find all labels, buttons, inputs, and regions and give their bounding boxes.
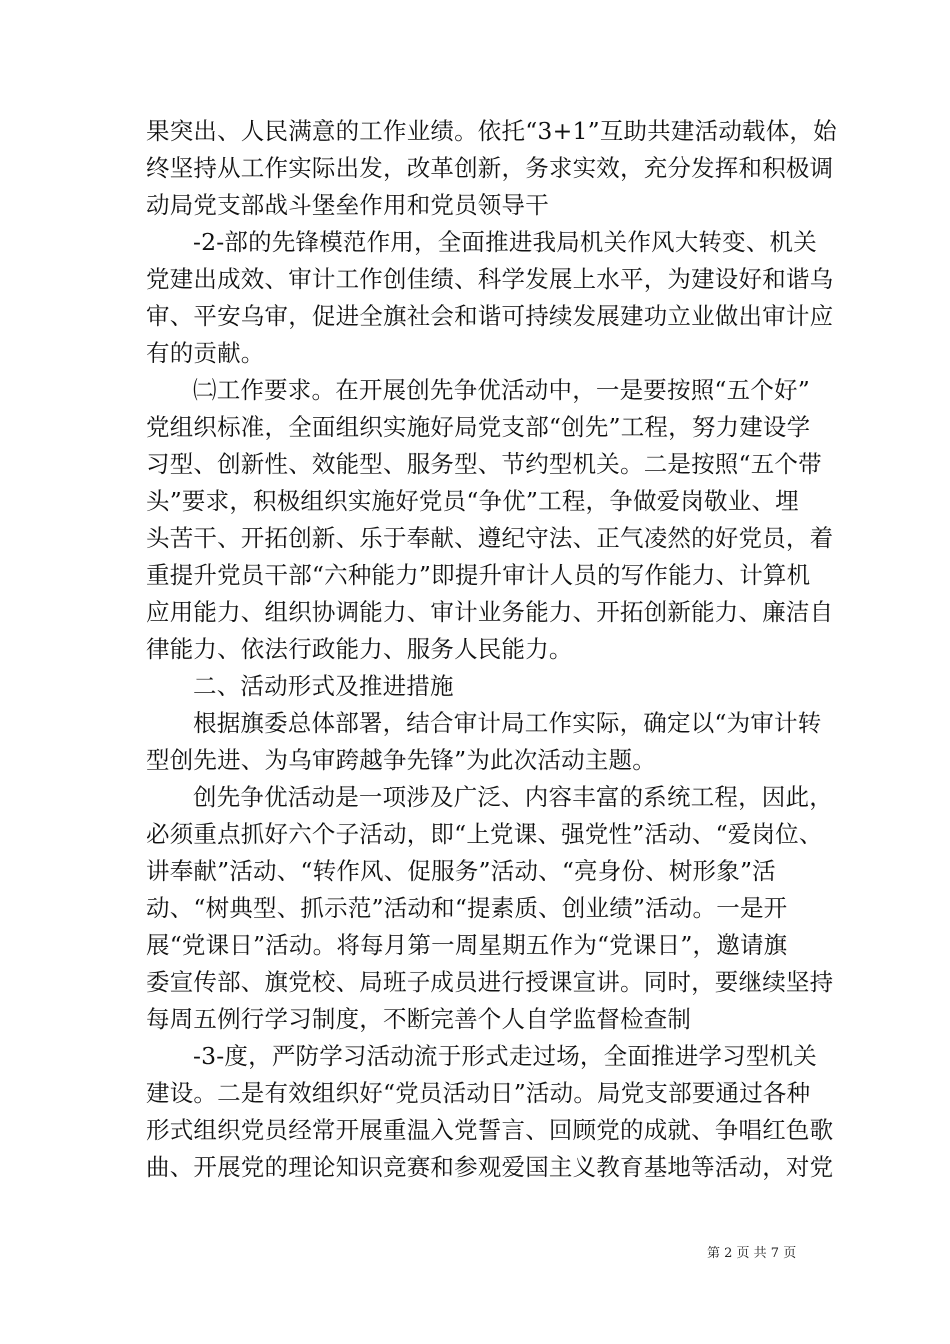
text-line-4: -2-部的先锋模范作用，全面推进我局机关作风大转变、机关 bbox=[193, 228, 817, 256]
text-line-5: 党建出成效、审计工作创佳绩、科学发展上水平，为建设好和谐乌 bbox=[146, 265, 834, 293]
text-line-9: 党组织标准，全面组织实施好局党支部“创先”工程，努力建设学 bbox=[146, 413, 811, 441]
text-line-28: 形式组织党员经常开展重温入党誓言、回顾党的成就、争唱红色歌 bbox=[146, 1116, 834, 1144]
text-line-22: 动、“树典型、抓示范”活动和“提素质、创业绩”活动。一是开 bbox=[146, 894, 788, 922]
page-number-footer: 第 2 页 共 7 页 bbox=[707, 1246, 797, 1261]
text-line-26: -3-度，严防学习活动流于形式走过场，全面推进学习型机关 bbox=[193, 1042, 817, 1070]
text-line-3: 动局党支部战斗堡垒作用和党员领导干 bbox=[146, 191, 549, 219]
text-line-7: 有的贡献。 bbox=[146, 339, 265, 367]
text-line-14: 应用能力、组织协调能力、审计业务能力、开拓创新能力、廉洁自 bbox=[146, 598, 834, 626]
text-line-20: 必须重点抓好六个子活动，即“上党课、强党性”活动、“爱岗位、 bbox=[146, 820, 823, 848]
text-line-29: 曲、开展党的理论知识竞赛和参观爱国主义教育基地等活动，对党 bbox=[146, 1153, 834, 1181]
text-line-15: 律能力、依法行政能力、服务人民能力。 bbox=[146, 635, 573, 663]
text-line-13: 重提升党员干部“六种能力”即提升审计人员的写作能力、计算机 bbox=[146, 561, 811, 589]
text-line-27: 建设。二是有效组织好“党员活动日”活动。局党支部要通过各种 bbox=[146, 1079, 811, 1107]
text-line-6: 审、平安乌审，促进全旗社会和谐可持续发展建功立业做出审计应 bbox=[146, 302, 834, 330]
text-line-24: 委宣传部、旗党校、局班子成员进行授课宣讲。同时，要继续坚持 bbox=[146, 968, 834, 996]
text-line-25: 每周五例行学习制度，不断完善个人自学监督检查制 bbox=[146, 1005, 692, 1033]
section-heading: 二、活动形式及推进措施 bbox=[193, 672, 454, 700]
text-line-12: 头苦干、开拓创新、乐于奉献、遵纪守法、正气凌然的好党员，着 bbox=[146, 524, 834, 552]
text-line-17: 根据旗委总体部署，结合审计局工作实际，确定以“为审计转 bbox=[193, 709, 822, 737]
text-line-11: 头”要求，积极组织实施好党员“争优”工程，争做爱岗敬业、埋 bbox=[146, 487, 799, 515]
text-line-23: 展“党课日”活动。将每月第一周星期五作为“党课日”，邀请旗 bbox=[146, 931, 788, 959]
text-line-8: ㈡工作要求。在开展创先争优活动中，一是要按照“五个好” bbox=[193, 376, 810, 404]
text-line-10: 习型、创新性、效能型、服务型、节约型机关。二是按照“五个带 bbox=[146, 450, 822, 478]
text-line-19: 创先争优活动是一项涉及广泛、内容丰富的系统工程，因此， bbox=[193, 783, 833, 811]
text-line-18: 型创先进、为乌审跨越争先锋”为此次活动主题。 bbox=[146, 746, 656, 774]
text-line-21: 讲奉献”活动、“转作风、促服务”活动、“亮身份、树形象”活 bbox=[146, 857, 776, 885]
text-line-2: 终坚持从工作实际出发，改革创新，务求实效，充分发挥和积极调 bbox=[146, 154, 834, 182]
text-line-1: 果突出、人民满意的工作业绩。依托“3+1”互助共建活动载体，始 bbox=[146, 117, 837, 145]
